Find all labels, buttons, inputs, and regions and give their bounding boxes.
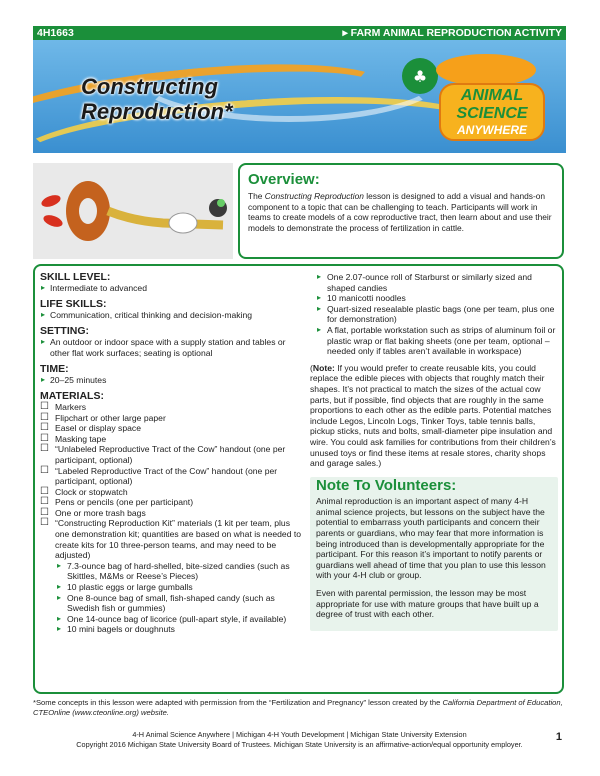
overview-text: The Constructing Reproduction lesson is designed to add a visual and hands-on component to a topic that can be challenging to teach. Participants will work in teams to create models of a cow reproductive tract, then learn about and use their models to demonstrate the process of fertilization in cattle.: [248, 191, 552, 233]
activity-label: ▸ FARM ANIMAL REPRODUCTION ACTIVITY: [342, 27, 562, 39]
reusable-kits-note: (Note: If you would prefer to create reusable kits, you could replace the edible pieces with objects that roughly match their shapes. It’s not practical to match the sizes of the actual cow parts, but if possible, find objects that are roughly in the same proportions to each other as the edible parts. Potential matches include Legos, Lincoln Logs, Tinker Toys, table tennis balls, pickup sticks, nuts and bolts, small-diameter pipe insulation and wire. You could ask families for contributions from their children’s unused toys or find these items at resale stores, charity shops and garage sales.): [310, 362, 556, 469]
left-column: [40, 272, 302, 635]
setting-text: ▸ An outdoor or indoor space with a supply station and tables or other flat work surfaces; seating is optional: [40, 337, 302, 358]
volunteers-paragraph-1: Animal reproduction is an important aspect of many 4-H animal science projects, but lessons on the subject have the potential to embarrass youth participants and concern their parents or guardians, who may fear that more information is being introduced than is developmentally appropriate for the participant. For this reason it’s important to notify parents or guardians well ahead of time that you plan to use this lesson with your 4-H club or group.: [316, 496, 546, 581]
materials-item: ☐ “Unlabeled Reproductive Tract of the Cow” handout (one per participant, optional): [40, 444, 302, 465]
header-bar: [33, 26, 566, 40]
reproductive-tract-model-photo: [33, 163, 233, 259]
right-column: [310, 272, 558, 631]
page-title: [81, 74, 233, 124]
kit-item: ▸ One 8-ounce bag of small, fish-shaped candy (such as Swedish fish or gummies): [40, 593, 302, 614]
publication-code: 4H1663: [37, 27, 74, 39]
kit-item: ▸ 10 mini bagels or doughnuts: [40, 624, 302, 635]
materials-item: ☐ “Labeled Reproductive Tract of the Cow” handout (one per participant, optional): [40, 466, 302, 487]
time-heading: TIME:: [40, 363, 69, 376]
logo-word-science: SCIENCE: [456, 105, 528, 122]
logo-word-anywhere: ANYWHERE: [456, 123, 528, 137]
setting-heading: SETTING:: [40, 325, 89, 338]
kit-item: ▸ A flat, portable workstation such as strips of aluminum foil or plastic wrap or flat baking sheets (one per team, optional – needed only if tables aren’t available in workspace): [310, 325, 558, 357]
title-line-2: Reproduction*: [81, 99, 233, 124]
life-skills-heading: LIFE SKILLS:: [40, 298, 107, 311]
kit-item: ▸ Quart-sized resealable plastic bags (one per team, plus one for demonstration): [310, 304, 558, 325]
animal-science-anywhere-logo: [398, 48, 548, 144]
materials-heading: MATERIALS:: [40, 390, 104, 403]
kit-item: ▸ 7.3-ounce bag of hard-shelled, bite-sized candies (such as Skittles, M&Ms or Reese’s Pieces): [40, 561, 302, 582]
materials-item: ☐ “Constructing Reproduction Kit” materials (1 kit per team, plus one demonstration kit; quantities are based on what is needed to create kits for 10 three-person teams, and may need to be adjusted): [40, 518, 302, 560]
materials-item: ☐ Flipchart or other large paper: [40, 413, 302, 424]
materials-item: ☐ One or more trash bags: [40, 508, 302, 519]
title-line-1: Constructing: [81, 74, 218, 99]
kit-item: ▸ 10 manicotti noodles: [310, 293, 558, 304]
title-banner: [33, 40, 566, 153]
volunteers-paragraph-2: Even with parental permission, the lesson may be most appropriate for use with mature groups that have built up a degree of trust with each other.: [316, 588, 539, 620]
kit-item: ▸ 10 plastic eggs or large gumballs: [40, 582, 302, 593]
page-number: 1: [555, 731, 562, 743]
kit-item: ▸ One 14-ounce bag of licorice (pull-apart style, if available): [40, 614, 302, 625]
footer-line-2: Copyright 2016 Michigan State University Board of Trustees. Michigan State University is an affirmative-action/equal opportunity employer.: [76, 740, 523, 749]
overview-box: [238, 163, 564, 259]
logo-word-animal: ANIMAL: [460, 87, 524, 104]
footer-line-1: 4-H Animal Science Anywhere | Michigan 4-H Youth Development | Michigan State University Extension: [132, 730, 467, 739]
time-text: ▸ 20–25 minutes: [40, 375, 302, 386]
footnote: *Some concepts in this lesson were adapted with permission from the “Fertilization and Pregnancy” lesson created by the California Department of Education, CTEOnline (www.cteonline.org) website.: [33, 698, 563, 717]
animals-silhouette-icon: [436, 54, 536, 86]
kit-item: ▸ One 2.07-ounce roll of Starburst or similarly sized and shaped candies: [310, 272, 558, 293]
svg-text:♣: ♣: [412, 67, 428, 86]
skill-level-heading: SKILL LEVEL:: [40, 271, 111, 283]
volunteers-heading: Note To Volunteers:: [316, 476, 457, 494]
materials-item: ☐ Pens or pencils (one per participant): [40, 497, 302, 508]
materials-item: ☐ Markers: [40, 402, 302, 413]
overview-heading: Overview:: [248, 171, 320, 188]
volunteers-box: [310, 477, 558, 631]
page-footer: [33, 730, 566, 750]
activity-title: FARM ANIMAL REPRODUCTION ACTIVITY: [350, 27, 562, 39]
lesson-details-box: [33, 264, 564, 694]
materials-item: ☐ Clock or stopwatch: [40, 487, 302, 498]
skill-level-text: ▸ Intermediate to advanced: [40, 283, 302, 294]
materials-item: ☐ Easel or display space: [40, 423, 302, 434]
life-skills-text: ▸ Communication, critical thinking and decision-making: [40, 310, 302, 321]
materials-item: ☐ Masking tape: [40, 434, 302, 445]
